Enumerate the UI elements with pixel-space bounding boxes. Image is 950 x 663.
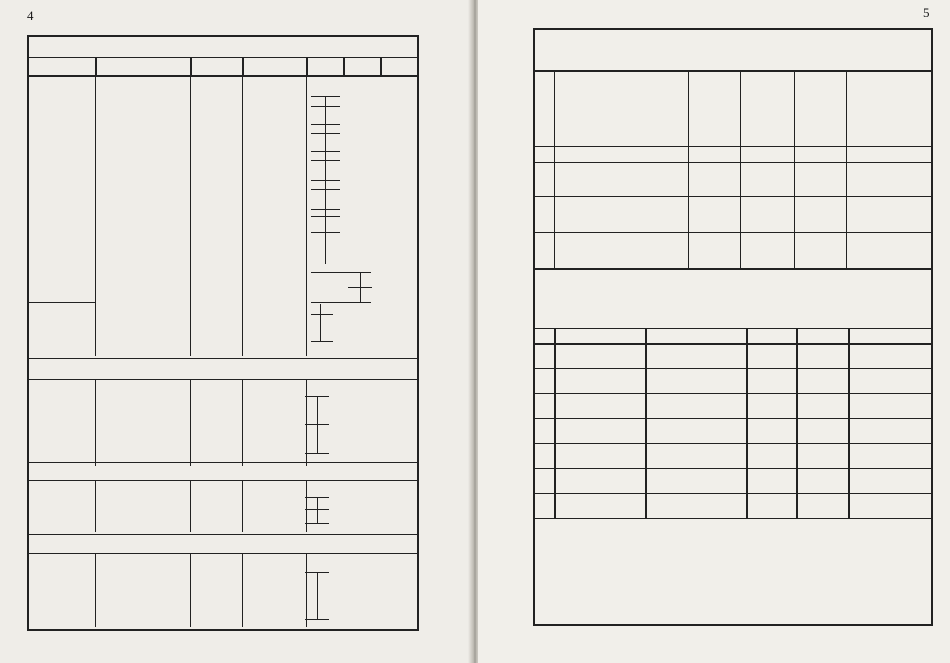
rule-line [190, 76, 191, 356]
rule-line [27, 75, 417, 77]
rule-line [190, 481, 191, 532]
rule-line [27, 553, 417, 554]
table-frame [27, 35, 419, 631]
rule-line [27, 358, 417, 359]
rule-line [311, 133, 340, 134]
rule-line [27, 379, 417, 380]
rule-line [311, 314, 333, 315]
rule-line [242, 554, 243, 627]
rule-line [746, 328, 748, 518]
rule-line [533, 518, 931, 519]
rule-line [27, 480, 417, 481]
rule-line [305, 509, 329, 510]
rule-line [688, 72, 689, 268]
rule-line [317, 497, 318, 524]
rule-line [533, 162, 931, 163]
rule-line [343, 58, 345, 75]
rule-line [533, 493, 931, 494]
rule-line [645, 328, 647, 518]
rule-line [380, 58, 382, 75]
rule-line [95, 380, 96, 466]
rule-line [311, 272, 371, 273]
rule-line [242, 380, 243, 466]
rule-line [533, 368, 931, 369]
rule-line [348, 287, 372, 288]
rule-line [311, 216, 340, 217]
rule-line [306, 76, 307, 356]
rule-line [311, 160, 340, 161]
rule-line [846, 72, 847, 268]
rule-line [533, 232, 931, 233]
rule-line [95, 481, 96, 532]
rule-line [27, 57, 417, 58]
rule-line [554, 72, 555, 268]
rule-line [533, 328, 931, 329]
rule-line [533, 146, 931, 147]
rule-line [242, 481, 243, 532]
rule-line [190, 58, 192, 75]
rule-line [533, 70, 931, 72]
rule-line [311, 232, 340, 233]
rule-line [533, 418, 931, 419]
rule-line [317, 572, 318, 619]
rule-line [740, 72, 741, 268]
rule-line [533, 268, 931, 270]
rule-line [27, 462, 417, 463]
rule-line [95, 554, 96, 627]
rule-line [533, 468, 931, 469]
rule-line [305, 424, 329, 425]
rule-line [305, 453, 329, 454]
rule-line [95, 76, 96, 356]
rule-line [242, 76, 243, 356]
rule-line [554, 328, 556, 518]
rule-line [27, 534, 417, 535]
rule-line [95, 58, 97, 75]
rule-line [325, 96, 326, 264]
rule-line [848, 328, 850, 518]
rule-line [190, 554, 191, 627]
rule-line [242, 58, 244, 75]
rule-line [190, 380, 191, 466]
rule-line [533, 443, 931, 444]
rule-line [533, 196, 931, 197]
rule-line [306, 554, 307, 627]
rule-line [306, 58, 308, 75]
left-page [0, 0, 472, 663]
list-frame [533, 28, 933, 626]
rule-line [311, 189, 340, 190]
rule-line [27, 302, 95, 303]
page-number: 5 [923, 5, 930, 20]
rule-line [794, 72, 795, 268]
rule-line [305, 523, 329, 524]
rule-line [311, 302, 371, 303]
rule-line [533, 393, 931, 394]
page-number: 4 [27, 8, 34, 23]
rule-line [311, 106, 340, 107]
rule-line [305, 619, 329, 620]
rule-line [320, 304, 321, 342]
rule-line [796, 328, 798, 518]
right-page [478, 0, 950, 663]
rule-line [533, 343, 931, 345]
rule-line [311, 341, 333, 342]
rule-line [306, 481, 307, 532]
